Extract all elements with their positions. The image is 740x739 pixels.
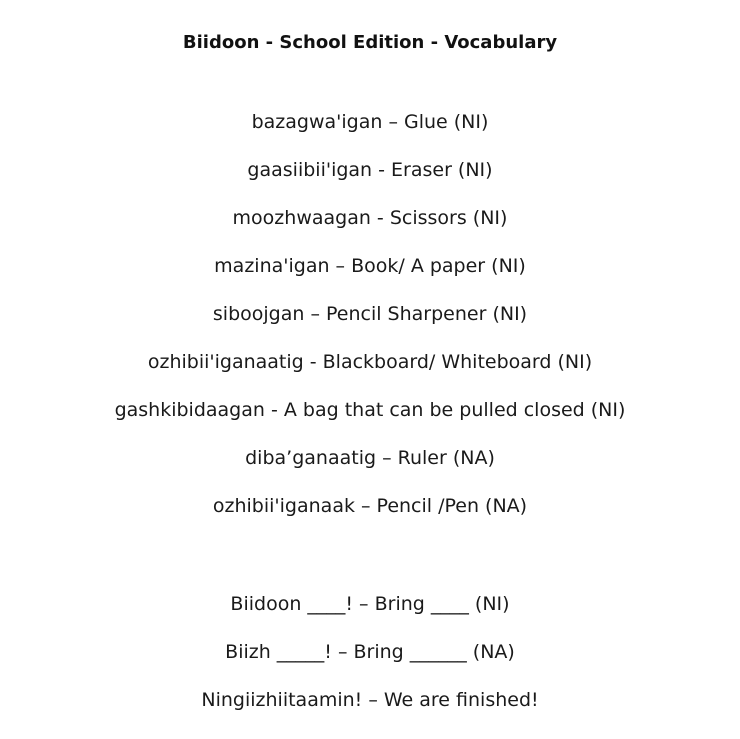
phrase-list <box>0 590 740 734</box>
vocabulary-item: ozhibii'iganaak – Pencil /Pen (NA) <box>212 495 528 517</box>
document-title: Biidoon - School Edition - Vocabulary <box>182 32 558 53</box>
vocabulary-item: gaasiibii'igan - Eraser (NI) <box>247 159 493 181</box>
phrase-item: Ningiizhiitaamin! – We are finished! <box>201 689 539 711</box>
vocabulary-item: siboojgan – Pencil Sharpener (NI) <box>212 303 528 325</box>
phrase-item: Biizh _____! – Bring ______ (NA) <box>225 641 515 663</box>
vocabulary-item: moozhwaagan - Scissors (NI) <box>232 207 508 229</box>
vocabulary-item: ozhibii'iganaatig - Blackboard/ Whiteboard (NI) <box>147 351 593 373</box>
vocabulary-item: bazagwa'igan – Glue (NI) <box>251 111 489 133</box>
vocabulary-list <box>0 108 740 540</box>
vocabulary-item: mazina'igan – Book/ A paper (NI) <box>214 255 526 277</box>
phrase-item: Biidoon ____! – Bring ____ (NI) <box>230 593 510 615</box>
vocabulary-item: diba’ganaatig – Ruler (NA) <box>245 447 495 469</box>
vocabulary-item: gashkibidaagan - A bag that can be pulled closed (NI) <box>114 399 626 421</box>
